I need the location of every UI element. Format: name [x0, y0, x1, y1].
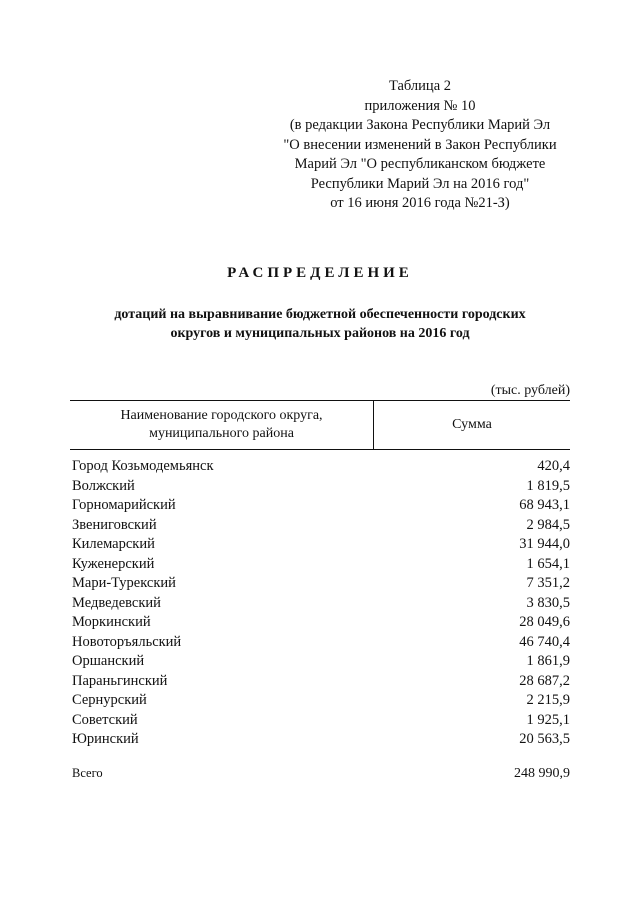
header-line: от 16 июня 2016 года №21-З) [330, 195, 510, 211]
table-row [72, 477, 570, 497]
row-name: Звениговский [72, 516, 157, 533]
table-row [72, 691, 570, 711]
table-row [72, 633, 570, 653]
table-body [72, 457, 570, 750]
row-name: Мари-Турекский [72, 575, 176, 591]
column-header-name-line: муниципального района [149, 426, 294, 441]
table-row [72, 574, 570, 594]
row-sum: 1 861,9 [526, 653, 570, 669]
table-row [72, 652, 570, 672]
total-label: Всего [72, 766, 103, 780]
row-sum: 2 984,5 [526, 516, 570, 533]
header-line: Таблица 2 [388, 78, 451, 94]
row-sum: 3 830,5 [526, 594, 570, 611]
column-header-name-line: Наименование городского округа, [120, 408, 323, 423]
row-name: Моркинский [72, 614, 151, 630]
row-sum: 1 925,1 [526, 711, 570, 728]
table-row [72, 535, 570, 555]
header-line: приложения № 10 [364, 97, 476, 114]
row-sum: 1 654,1 [526, 555, 570, 572]
column-header-sum: Сумма [452, 417, 492, 432]
subtitle-line: дотаций на выравнивание бюджетной обеспеченности городских [114, 307, 526, 322]
table-row [72, 516, 570, 536]
total-sum: 248 990,9 [514, 766, 570, 781]
table-header [70, 400, 570, 450]
row-name: Сернурский [72, 692, 147, 708]
document-subtitle [60, 305, 580, 343]
header-line: "О внесении изменений в Закон Республики [283, 136, 557, 153]
units-label: (тыс. рублей) [490, 383, 570, 398]
table-row [72, 555, 570, 575]
table-row [72, 613, 570, 633]
header-line: Республики Марий Эл на 2016 год" [310, 175, 530, 192]
row-name: Медведевский [72, 594, 161, 611]
table-row [72, 711, 570, 731]
row-name: Советский [72, 711, 138, 728]
row-name: Волжский [72, 477, 135, 494]
table-row [72, 672, 570, 692]
row-sum: 2 215,9 [526, 692, 570, 708]
row-sum: 420,4 [537, 458, 570, 474]
row-name: Оршанский [72, 653, 145, 669]
table-row [72, 496, 570, 516]
row-sum: 68 943,1 [519, 497, 570, 513]
row-sum: 46 740,4 [519, 633, 570, 650]
row-sum: 28 049,6 [519, 614, 570, 630]
row-name: Килемарский [72, 536, 155, 552]
row-name: Куженерский [72, 555, 155, 572]
header-line: Марий Эл "О республиканском бюджете [294, 156, 546, 172]
row-sum: 28 687,2 [519, 672, 570, 689]
row-sum: 1 819,5 [526, 477, 570, 494]
appendix-header [270, 77, 570, 214]
column-header-name [70, 401, 374, 449]
table-row [72, 457, 570, 477]
row-sum: 31 944,0 [519, 536, 570, 552]
table-row [72, 730, 570, 750]
row-name: Юринский [72, 731, 139, 747]
header-line: (в редакции Закона Республики Марий Эл [289, 117, 551, 133]
document-title: РАСПРЕДЕЛЕНИЕ [227, 265, 413, 281]
subtitle-line: округов и муниципальных районов на 2016 год [170, 326, 470, 341]
row-name: Параньгинский [72, 672, 168, 689]
total-row [72, 766, 570, 782]
row-sum: 20 563,5 [519, 731, 570, 747]
row-name: Город Козьмодемьянск [72, 458, 214, 474]
table-row [72, 594, 570, 614]
row-name: Горномарийский [72, 497, 176, 513]
row-name: Новоторъяльский [72, 633, 182, 650]
row-sum: 7 351,2 [526, 575, 570, 591]
